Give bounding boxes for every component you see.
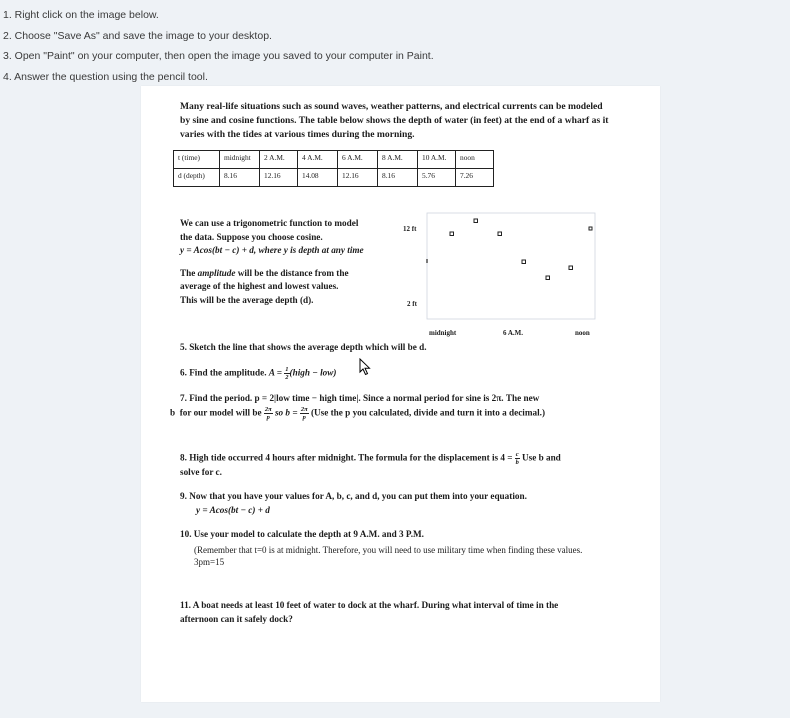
table-cell: 12.16	[338, 169, 378, 187]
fraction-denominator: p	[266, 413, 270, 421]
question-7-line-2	[170, 406, 640, 421]
model-line-4: average of the highest and lowest values.	[180, 281, 339, 291]
data-point	[546, 276, 550, 280]
instruction-step-2: 2. Choose "Save As" and save the image to your desktop.	[3, 29, 272, 42]
x-axis-label-noon: noon	[575, 329, 590, 337]
amplitude-line	[180, 267, 425, 281]
table-cell: 6 A.M.	[338, 151, 378, 169]
model-equation: y = Acos(bt − c) + d, where y is depth at any time	[180, 245, 364, 255]
question-6-eq-right: (high − low)	[289, 367, 337, 378]
instructions-list	[3, 5, 434, 87]
worksheet-image[interactable]	[141, 86, 660, 702]
table-cell: noon	[456, 151, 494, 169]
model-line-2: the data. Suppose you choose cosine.	[180, 231, 323, 242]
question-9-equation: y = Acos(bt − c) + d	[196, 504, 270, 515]
table-row-time	[174, 151, 494, 169]
amplitude-rest: will be the distance from the	[235, 267, 349, 278]
table-row-header: t (time)	[174, 151, 220, 169]
fraction	[264, 406, 273, 421]
table-cell: 12.16	[260, 169, 298, 187]
question-6-text: 6. Find the amplitude.	[180, 367, 267, 378]
table-row-header: d (depth)	[174, 169, 220, 187]
question-11	[180, 599, 640, 626]
amplitude-prefix: The	[180, 267, 198, 278]
question-9-line-1: 9. Now that you have your values for A, b, c, and d, you can put them into your equation.	[180, 491, 527, 501]
instruction-step-4: 4. Answer the question using the pencil tool.	[3, 70, 208, 83]
question-7-line-1: 7. Find the period. p = 2|low time − high time|. Since a normal period for sine is 2π. The new	[180, 393, 540, 403]
model-line-5: This will be the average depth (d).	[180, 294, 314, 305]
model-line-1: We can use a trigonometric function to model	[180, 218, 359, 228]
table-cell: 10 A.M.	[418, 151, 456, 169]
table-cell: 8.16	[378, 169, 418, 187]
fraction	[515, 451, 520, 466]
question-8	[180, 451, 640, 480]
fraction-denominator: b	[515, 459, 519, 466]
table-cell: 2 A.M.	[260, 151, 298, 169]
question-10-line-2: (Remember that t=0 is at midnight. Therefore, you will need to use military time when finding these values.	[194, 544, 583, 555]
data-point	[569, 266, 573, 270]
depth-table	[173, 150, 494, 187]
data-point	[522, 260, 526, 264]
question-5: 5. Sketch the line that shows the average depth which will be d.	[180, 342, 427, 352]
x-axis-label-6am: 6 A.M.	[503, 329, 524, 337]
fraction-numerator: 1	[285, 366, 289, 373]
question-7-line-2a: for our model will be	[179, 407, 262, 418]
y-axis-top-label: 12 ft	[403, 225, 417, 233]
table-cell: 8 A.M.	[378, 151, 418, 169]
question-11-line-1: 11. A boat needs at least 10 feet of water to dock at the wharf. During what interval of time in the	[180, 600, 559, 610]
question-10-line-1: 10. Use your model to calculate the depth at 9 A.M. and 3 P.M.	[180, 529, 424, 539]
question-7-line-2b: so b =	[274, 407, 298, 418]
data-point	[589, 227, 592, 230]
depth-scatter-plot	[403, 211, 603, 341]
y-axis-bottom-label: 2 ft	[407, 300, 417, 308]
question-10-line-3: 3pm=15	[194, 556, 225, 567]
question-8-line-2: solve for c.	[180, 467, 222, 477]
question-7	[170, 392, 640, 421]
intro-paragraph: Many real-life situations such as sound waves, weather patterns, and electrical currents can be modeled by sine and cosine functions. The table below shows the depth of water (in feet) at the end of a wharf as it varies with the tides at various times during the morning.	[180, 101, 609, 140]
question-6-eq-left: A =	[268, 367, 282, 378]
fraction-denominator: p	[302, 413, 306, 421]
question-6	[180, 366, 640, 381]
table-cell: 4 A.M.	[298, 151, 338, 169]
question-11-line-2: afternoon can it safely dock?	[180, 613, 293, 624]
table-cell: 7.26	[456, 169, 494, 187]
model-explanation	[180, 217, 425, 307]
data-point	[450, 232, 454, 236]
fraction-numerator: c	[515, 451, 519, 458]
question-9	[180, 490, 640, 517]
table-cell: midnight	[220, 151, 260, 169]
question-7-line-2c: (Use the p you calculated, divide and turn it into a decimal.)	[310, 407, 545, 418]
question-8-line-1a: 8. High tide occurred 4 hours after midnight. The formula for the displacement is 4 =	[180, 452, 513, 463]
question-10	[180, 528, 640, 568]
fraction-numerator: 2π	[264, 405, 272, 413]
table-cell: 8.16	[220, 169, 260, 187]
data-point	[498, 232, 502, 236]
table-cell: 14.08	[298, 169, 338, 187]
fraction-numerator: 2π	[300, 405, 308, 413]
data-point	[474, 219, 478, 223]
x-axis-label-midnight: midnight	[429, 329, 457, 337]
fraction	[300, 406, 309, 421]
table-row-depth	[174, 169, 494, 187]
instruction-step-3: 3. Open "Paint" on your computer, then open the image you saved to your computer in Paint.	[3, 50, 434, 62]
instruction-step-1: 1. Right click on the image below.	[3, 9, 159, 21]
question-7-b: b	[170, 407, 176, 418]
fraction-denominator: 2	[285, 374, 289, 381]
question-8-line-1	[180, 451, 640, 466]
amplitude-word: amplitude	[197, 267, 236, 278]
question-8-line-1b: Use b and	[521, 452, 561, 463]
mouse-pointer-icon	[359, 358, 371, 376]
table-cell: 5.76	[418, 169, 456, 187]
